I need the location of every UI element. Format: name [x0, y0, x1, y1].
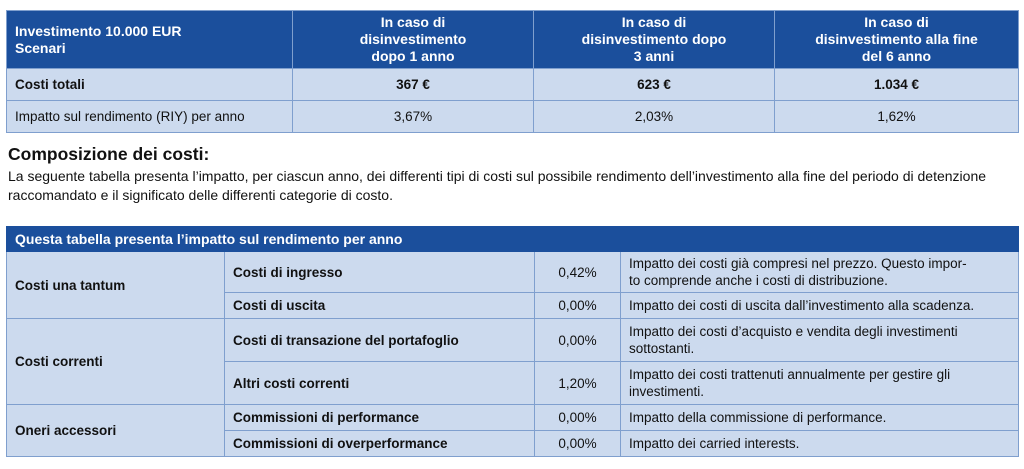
- category-cell: Costi una tantum: [7, 252, 225, 319]
- cost-name-cell: Costi di ingresso: [225, 252, 535, 293]
- cost-name-cell: Commissioni di performance: [225, 405, 535, 431]
- description-cell: Impatto dei costi d’acquisto e vendita degli investimenti sottostanti.: [621, 319, 1019, 362]
- percent-cell: 0,00%: [535, 293, 621, 319]
- table-row: [7, 252, 1019, 293]
- table-row: [7, 319, 1019, 362]
- cost-name-cell: Costi di uscita: [225, 293, 535, 319]
- scenario-table: [6, 10, 1019, 133]
- percent-cell: 1,20%: [535, 362, 621, 405]
- cell-value: 3,67%: [293, 101, 534, 133]
- impact-table: [6, 226, 1019, 457]
- percent-cell: 0,00%: [535, 405, 621, 431]
- scenario-col-3-header: In caso di disinvestimento alla fine del 6 anno: [775, 11, 1019, 69]
- impact-table-title-row: [7, 227, 1019, 252]
- scenario-col-2-header: In caso di disinvestimento dopo 3 anni: [534, 11, 775, 69]
- table-row: [7, 405, 1019, 431]
- percent-cell: 0,00%: [535, 431, 621, 457]
- row-label: Costi totali: [7, 69, 293, 101]
- section-heading: Composizione dei costi:: [8, 144, 210, 164]
- row-label: Impatto sul rendimento (RIY) per anno: [7, 101, 293, 133]
- cell-value: 1.034 €: [775, 69, 1019, 101]
- percent-cell: 0,00%: [535, 319, 621, 362]
- description-cell: Impatto dei costi trattenuti annualmente per gestire gli investimenti.: [621, 362, 1019, 405]
- cell-value: 623 €: [534, 69, 775, 101]
- category-cell: Oneri accessori: [7, 405, 225, 457]
- description-cell: Impatto dei costi di uscita dall’investimento alla scadenza.: [621, 293, 1019, 319]
- description-cell: Impatto dei costi già compresi nel prezzo. Questo impor- to comprende anche i costi di distribuzione.: [621, 252, 1019, 293]
- cell-value: 1,62%: [775, 101, 1019, 133]
- cell-value: 367 €: [293, 69, 534, 101]
- scenario-header-row: [7, 11, 1019, 69]
- category-cell: Costi correnti: [7, 319, 225, 405]
- cost-name-cell: Altri costi correnti: [225, 362, 535, 405]
- total-costs-row: [7, 69, 1019, 101]
- percent-cell: 0,42%: [535, 252, 621, 293]
- description-cell: Impatto dei carried interests.: [621, 431, 1019, 457]
- scenario-corner-header: Investimento 10.000 EUR Scenari: [7, 11, 293, 69]
- cost-name-cell: Commissioni di overperformance: [225, 431, 535, 457]
- scenario-col-1-header: In caso di disinvestimento dopo 1 anno: [293, 11, 534, 69]
- riy-row: [7, 101, 1019, 133]
- impact-table-title: Questa tabella presenta l’impatto sul rendimento per anno: [7, 227, 1019, 252]
- cell-value: 2,03%: [534, 101, 775, 133]
- section-description: La seguente tabella presenta l’impatto, per ciascun anno, dei differenti tipi di costi sul possibile rendimento dell’investimento alla fine del periodo di detenzione raccomandato e il significato delle differenti categorie di costo.: [8, 168, 987, 203]
- description-cell: Impatto della commissione di performance.: [621, 405, 1019, 431]
- cost-name-cell: Costi di transazione del portafoglio: [225, 319, 535, 362]
